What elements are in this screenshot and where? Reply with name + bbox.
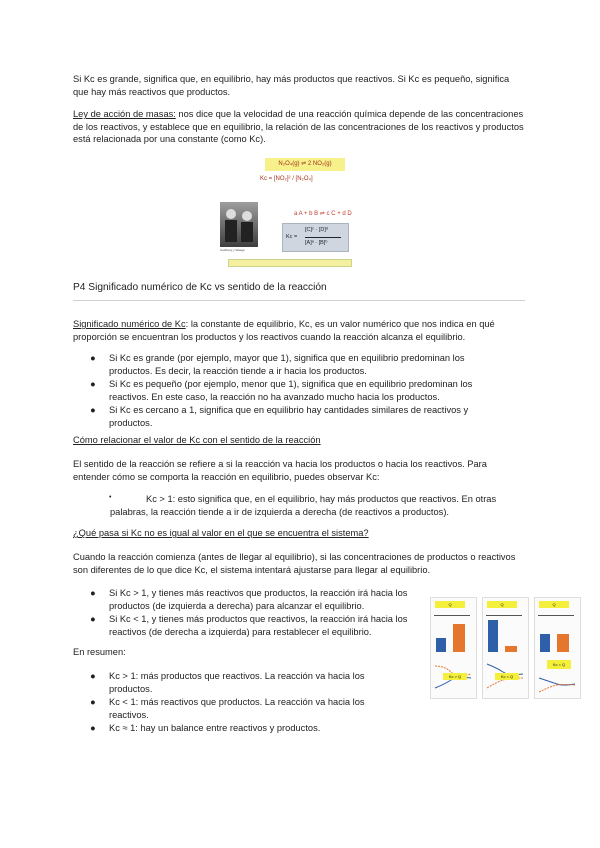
resumen-label: En resumen: xyxy=(73,647,126,657)
como-relacionar-title: Cómo relacionar el valor de Kc con el sentido de la reacción xyxy=(73,435,321,445)
equilibrium-panel-3 xyxy=(534,597,581,699)
intro-paragraph: Si Kc es grande, significa que, en equilibrio, hay más productos que reactivos. Si Kc es pequeño, significa que hay más reactivos que productos. xyxy=(73,74,510,97)
list-item: ● Si Kc es grande (por ejemplo, mayor que 1), significa que en equilibrio predominan los productos. Es decir, la reacción tiende a ir hacia los productos. xyxy=(90,353,465,376)
mass-action-figure xyxy=(220,155,380,270)
portrait-icon xyxy=(220,202,258,247)
kc-meaning-list xyxy=(90,352,508,431)
ley-term: Ley de acción de masas: xyxy=(73,109,176,119)
kc-box: Kc = [C]ᶜ · [D]ᵈ [A]ᵃ · [B]ᵇ xyxy=(282,223,349,252)
concentration-curves xyxy=(537,672,577,696)
panel-2-kc-label: Kc < Q xyxy=(500,674,514,679)
list-item: ● Kc > 1: más productos que reactivos. La reacción va hacia los productos. xyxy=(90,671,365,694)
list-item: ● Si Kc < 1, y tienes más productos que reactivos, la reacción irá hacia los reactivos (de derecha a izquierda) para restablecer el equilibrio. xyxy=(90,614,408,637)
significado-paragraph xyxy=(73,318,525,343)
cuando-paragraph: Cuando la reacción comienza (antes de llegar al equilibrio), si las concentraciones de productos o reactivos son diferentes de lo que dice Kc, el sistema intentará ajustarse para llegar al equilibrio. xyxy=(73,552,516,575)
panel-1-kc-label: Kc > Q xyxy=(448,674,462,679)
section-title: P4 Significado numérico de Kc vs sentido de la reacción xyxy=(73,282,327,293)
kc-gt1-item: • Kc > 1: esto significa que, en el equilibrio, hay más productos que reactivos. En otras palabras, la reacción tiende a ir de izquierda a derecha (de reactivos a productos). xyxy=(109,494,497,517)
portrait-photo xyxy=(220,202,258,247)
general-reaction: a A + b B ⇌ c C + d D xyxy=(294,211,352,217)
list-item: ● Si Kc es cercano a 1, significa que en equilibrio hay cantidades similares de reactivos y productos. xyxy=(90,405,469,428)
significado-term: Significado numérico de Kc xyxy=(73,319,186,329)
panel-3-kc-label: Kc = Q xyxy=(552,662,566,667)
portrait-caption: Guldberg y Waage xyxy=(220,248,245,252)
que-pasa-title: ¿Qué pasa si Kc no es igual al valor en el que se encuentra el sistema? xyxy=(73,528,369,538)
sentido-paragraph: El sentido de la reacción se refiere a si la reacción va hacia los productos o hacia los reactivos. Para entender cómo se comporta la reacción en equilibrio, puedes observar Kc: xyxy=(73,459,487,482)
list-item: ● Si Kc es pequeño (por ejemplo, menor que 1), significa que en equilibrio predominan los reactivos. En este caso, la reacción no ha avanzado mucho hacia los productos. xyxy=(90,379,473,402)
list-item: ● Kc < 1: más reactivos que productos. La reacción va hacia los reactivos. xyxy=(90,697,365,720)
figure-strip xyxy=(228,259,352,267)
reaction-equation: N₂O₄(g) ⇌ 2 NO₂(g) xyxy=(278,161,332,167)
list-item: ● Si Kc > 1, y tienes más reactivos que productos, la reacción irá hacia los productos (de izquierda a derecha) para alcanzar el equilibrio. xyxy=(90,588,408,611)
reactant-bar xyxy=(540,634,550,652)
panel-2-q-label: Q xyxy=(500,602,504,607)
product-bar xyxy=(557,634,569,652)
reaction-highlight xyxy=(265,158,345,171)
summary-list xyxy=(90,670,390,736)
panel-3-q-label: Q xyxy=(552,602,556,607)
adjust-list xyxy=(90,587,420,639)
panel-1-q-label: Q xyxy=(448,602,452,607)
significado-text: : la constante de equilibrio, Kc, es un valor numérico que nos indica en qué proporción se encuentran los productos y los reactivos cuando la reacción alcanza el equilibrio. xyxy=(73,319,495,342)
section-divider xyxy=(73,300,525,301)
kc-expression: Kc = [NO₂]² / [N₂O₄] xyxy=(260,176,313,182)
ley-text: nos dice que la velocidad de una reacción química depende de las concentraciones de los reactivos, y establece que en equilibrio, la relación de las concentraciones de los reactivos y productos está relacionada por una constante (como Kc). xyxy=(73,109,524,145)
ley-paragraph xyxy=(73,108,525,146)
list-item: ● Kc ≈ 1: hay un balance entre reactivos y productos. xyxy=(90,723,321,734)
